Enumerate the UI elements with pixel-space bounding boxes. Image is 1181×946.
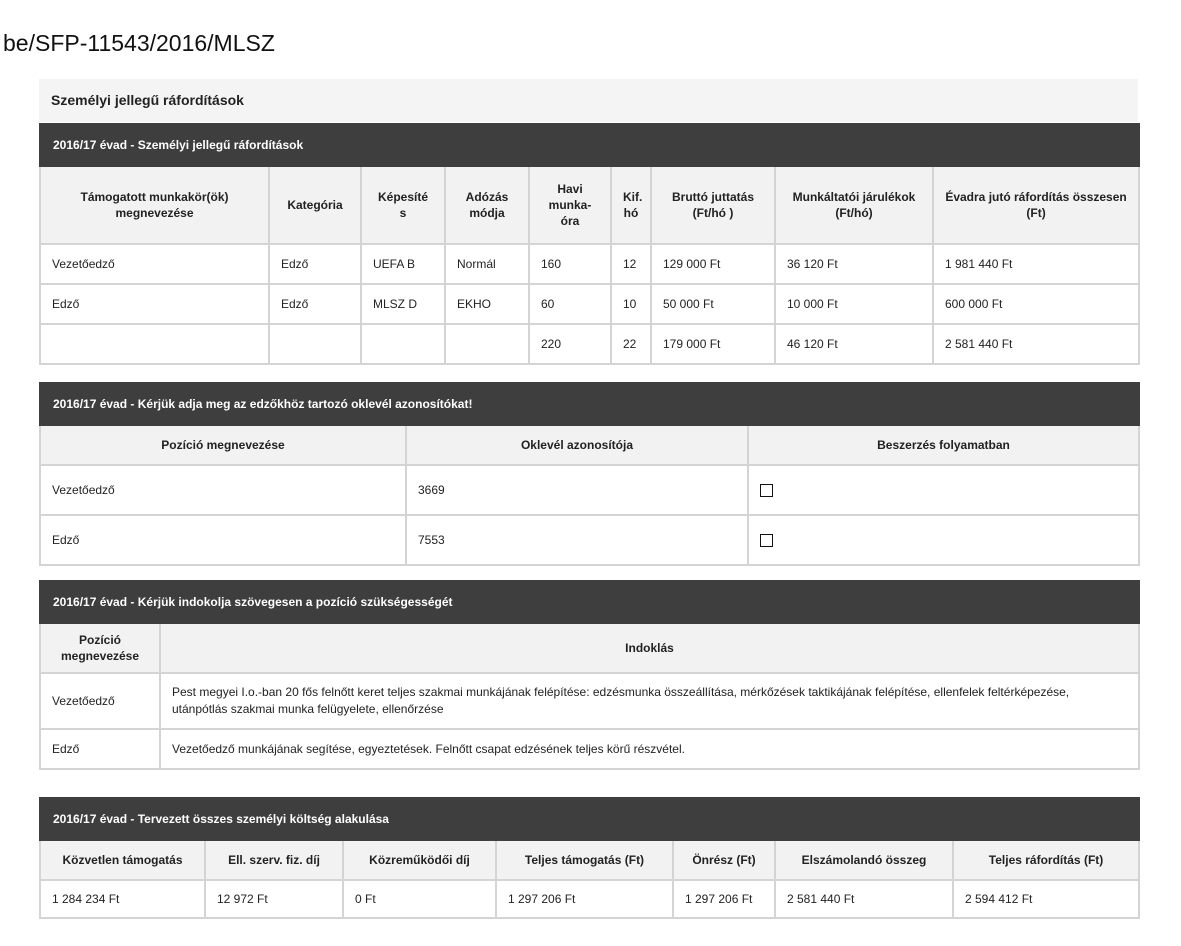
table-cell: 50 000 Ft bbox=[651, 284, 775, 324]
column-header: Bruttó juttatás (Ft/hó ) bbox=[651, 166, 775, 244]
section-title: Személyi jellegű ráfordítások bbox=[39, 79, 1138, 122]
table-header-row bbox=[40, 425, 1139, 465]
table-cell: 0 Ft bbox=[343, 880, 496, 918]
table-title: 2016/17 évad - Kérjük indokolja szövegesen a pozíció szükségességét bbox=[40, 581, 1139, 623]
table-cell: 7553 bbox=[406, 515, 748, 565]
column-header: Oklevél azonosítója bbox=[406, 425, 748, 465]
table-cell bbox=[269, 324, 361, 364]
table-cell: 46 120 Ft bbox=[775, 324, 933, 364]
total-costs-table-block bbox=[39, 797, 1138, 919]
column-header: Indoklás bbox=[160, 623, 1139, 673]
column-header: Munkáltatói járulékok (Ft/hó) bbox=[775, 166, 933, 244]
table-cell: 600 000 Ft bbox=[933, 284, 1139, 324]
table-cell: Pest megyei I.o.-ban 20 fős felnőtt keret teljes szakmai munkájának felépítése: edzésmunka összeállítása, mérkőzések taktikájának felépítése, ellenfelek feltérképezése, utánpótlás szakmai munka felügyelete, ellenőrzése bbox=[160, 673, 1139, 729]
table-cell: Vezetőedző munkájának segítése, egyeztetések. Felnőtt csapat edzésének teljes körű részvétel. bbox=[160, 729, 1139, 769]
column-header: Kif. hó bbox=[611, 166, 651, 244]
table-cell: 220 bbox=[529, 324, 611, 364]
column-header: Havi munka- óra bbox=[529, 166, 611, 244]
table-cell: 12 972 Ft bbox=[205, 880, 343, 918]
table-cell bbox=[445, 324, 529, 364]
table-header-row bbox=[40, 840, 1139, 880]
column-header: Pozíció megnevezése bbox=[40, 425, 406, 465]
table-cell bbox=[361, 324, 445, 364]
justification-table-block bbox=[39, 580, 1138, 770]
table-cell: Edző bbox=[40, 515, 406, 565]
table-row bbox=[40, 880, 1139, 918]
table-title: 2016/17 évad - Kérjük adja meg az edzőkhöz tartozó oklevél azonosítókat! bbox=[40, 383, 1139, 425]
column-header: Pozíció megnevezése bbox=[40, 623, 160, 673]
diploma-ids-table-block bbox=[39, 382, 1138, 566]
table-cell: 160 bbox=[529, 244, 611, 284]
table-title: 2016/17 évad - Tervezett összes személyi költség alakulása bbox=[40, 798, 1139, 840]
column-header: Támogatott munkakör(ök) megnevezése bbox=[40, 166, 269, 244]
column-header: Ell. szerv. fiz. díj bbox=[205, 840, 343, 880]
table-cell: 12 bbox=[611, 244, 651, 284]
table-row bbox=[40, 244, 1139, 284]
column-header: Kategória bbox=[269, 166, 361, 244]
table-total-row bbox=[40, 324, 1139, 364]
document-id: be/SFP-11543/2016/MLSZ bbox=[3, 30, 275, 56]
table-row bbox=[40, 515, 1139, 565]
table-cell: Vezetőedző bbox=[40, 673, 160, 729]
table-row bbox=[40, 729, 1139, 769]
table-row bbox=[40, 284, 1139, 324]
table-cell: 10 000 Ft bbox=[775, 284, 933, 324]
table-cell: Edző bbox=[40, 284, 269, 324]
table-header-row bbox=[40, 166, 1139, 244]
column-header: Évadra jutó ráfordítás összesen (Ft) bbox=[933, 166, 1139, 244]
column-header: Képesíté s bbox=[361, 166, 445, 244]
column-header: Önrész (Ft) bbox=[673, 840, 775, 880]
table-cell: MLSZ D bbox=[361, 284, 445, 324]
column-header: Beszerzés folyamatban bbox=[748, 425, 1139, 465]
table-cell: 1 297 206 Ft bbox=[496, 880, 673, 918]
table-cell: 3669 bbox=[406, 465, 748, 515]
column-header: Közvetlen támogatás bbox=[40, 840, 205, 880]
table-cell: UEFA B bbox=[361, 244, 445, 284]
table-cell: 22 bbox=[611, 324, 651, 364]
table-cell: 36 120 Ft bbox=[775, 244, 933, 284]
column-header: Közreműködői díj bbox=[343, 840, 496, 880]
table-cell: Edző bbox=[269, 284, 361, 324]
table-cell: Vezetőedző bbox=[40, 244, 269, 284]
table-cell: 1 284 234 Ft bbox=[40, 880, 205, 918]
table-cell: 60 bbox=[529, 284, 611, 324]
table-cell: Edző bbox=[269, 244, 361, 284]
table-cell bbox=[748, 515, 1139, 565]
table-cell: 10 bbox=[611, 284, 651, 324]
table-cell: 2 594 412 Ft bbox=[953, 880, 1139, 918]
table-cell: 2 581 440 Ft bbox=[933, 324, 1139, 364]
personnel-costs-table-block bbox=[39, 123, 1138, 365]
table-cell: Edző bbox=[40, 729, 160, 769]
table-cell: 129 000 Ft bbox=[651, 244, 775, 284]
table-row bbox=[40, 673, 1139, 729]
column-header: Teljes ráfordítás (Ft) bbox=[953, 840, 1139, 880]
diploma-ids-table bbox=[39, 382, 1140, 566]
procurement-in-progress-checkbox[interactable] bbox=[760, 534, 773, 547]
justification-table bbox=[39, 580, 1140, 770]
procurement-in-progress-checkbox[interactable] bbox=[760, 484, 773, 497]
table-cell: 179 000 Ft bbox=[651, 324, 775, 364]
personnel-costs-table bbox=[39, 123, 1140, 365]
table-cell bbox=[748, 465, 1139, 515]
column-header: Adózás módja bbox=[445, 166, 529, 244]
column-header: Elszámolandó összeg bbox=[775, 840, 953, 880]
table-cell: Normál bbox=[445, 244, 529, 284]
section-header bbox=[39, 79, 1138, 122]
table-header-row bbox=[40, 623, 1139, 673]
table-cell: Vezetőedző bbox=[40, 465, 406, 515]
column-header: Teljes támogatás (Ft) bbox=[496, 840, 673, 880]
table-cell: 2 581 440 Ft bbox=[775, 880, 953, 918]
table-title: 2016/17 évad - Személyi jellegű ráfordítások bbox=[40, 124, 1139, 166]
table-cell: EKHO bbox=[445, 284, 529, 324]
table-cell: 1 981 440 Ft bbox=[933, 244, 1139, 284]
table-cell: 1 297 206 Ft bbox=[673, 880, 775, 918]
table-row bbox=[40, 465, 1139, 515]
total-costs-table bbox=[39, 797, 1140, 919]
table-cell bbox=[40, 324, 269, 364]
